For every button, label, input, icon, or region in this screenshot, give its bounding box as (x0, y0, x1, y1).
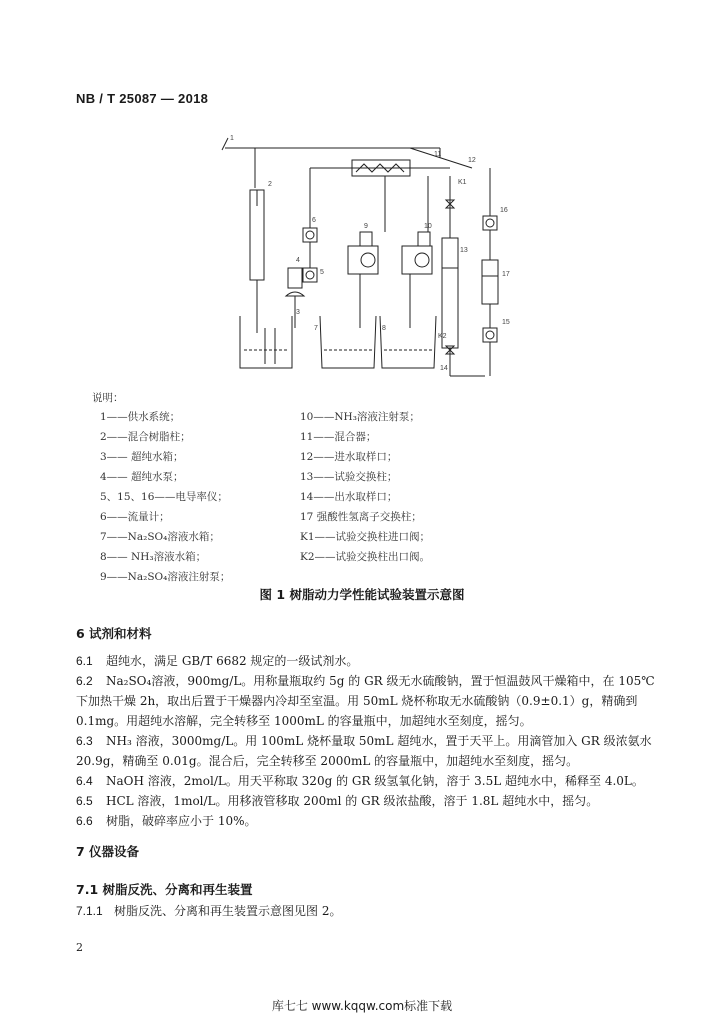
diagram-label-17: 17 (502, 271, 510, 278)
diagram-label-16: 16 (500, 207, 508, 214)
diagram-label-8: 8 (382, 325, 386, 332)
legend-item: 5、15、16——电导率仪； (100, 491, 228, 503)
diagram-label-13: 13 (460, 247, 468, 254)
item-7-1-1 (76, 901, 341, 921)
item-number: 7.1.1 (76, 904, 103, 918)
legend-item: 10——NH₃溶液注射泵； (300, 411, 420, 423)
legend-item: 7——Na₂SO₄溶液水箱； (100, 531, 220, 543)
item-text: NH₃ 溶液，3000mg/L。用 100mL 烧杯量取 50mL 超纯水，置于天平上。用滴管加入 GR 级浓氨水 (106, 734, 652, 748)
figure-caption: 图 1 树脂动力学性能试验装置示意图 (259, 587, 465, 602)
section-6-heading: 6 试剂和材料 (76, 626, 152, 641)
diagram-label-3: 3 (296, 309, 300, 316)
legend-item: 14——出水取样口； (300, 491, 398, 503)
ultrapure-pump (288, 268, 302, 288)
item-number: 6.3 (76, 734, 93, 748)
diagram-label-5: 5 (320, 269, 324, 276)
item-number: 6.4 (76, 774, 93, 788)
item-line (76, 731, 656, 751)
item-line (76, 771, 656, 791)
diagram-label-6: 6 (312, 217, 316, 224)
diagram-label-1: 1 (230, 135, 234, 142)
item-text: 树脂反洗、分离和再生装置示意图见图 2。 (114, 904, 342, 918)
item-line (76, 811, 656, 831)
legend-item: K1——试验交换柱进口阀； (300, 531, 431, 543)
legend-item: 9——Na₂SO₄溶液注射泵； (100, 571, 231, 583)
nh3-injection-pump (402, 246, 432, 274)
legend-item: 17 强酸性氢离子交换柱； (300, 511, 422, 523)
flowmeter (303, 228, 317, 242)
item-text: NaOH 溶液，2mol/L。用天平称取 320g 的 GR 级氢氧化钠，溶于 3.5L 超纯水中，稀释至 4.0L。 (106, 774, 644, 788)
conductivity-meter-5 (303, 268, 317, 282)
legend-item: 2——混合树脂柱； (100, 431, 191, 443)
legend-item: 13——试验交换柱； (300, 471, 398, 483)
standard-number: NB / T 25087 — 2018 (76, 91, 209, 106)
diagram-label-4: 4 (296, 257, 300, 264)
apparatus-diagram (210, 128, 530, 384)
item-line (76, 751, 656, 771)
item-line (76, 691, 656, 711)
nh3-tank (380, 316, 436, 368)
item-number: 6.2 (76, 674, 93, 688)
legend-item: 3—— 超纯水箱； (100, 451, 184, 463)
section-7-1-heading: 7.1 树脂反洗、分离和再生装置 (76, 882, 253, 897)
legend-title: 说明： (92, 392, 124, 404)
conductivity-meter-15 (483, 328, 497, 342)
item-text: 20.9g，精确至 0.01g。混合后，完全转移至 2000mL 的容量瓶中，加超纯水至刻度，摇匀。 (76, 754, 579, 768)
diagram-label-15: 15 (502, 319, 510, 326)
footer-watermark: 库七七 www.kqqw.com标准下载 (271, 999, 453, 1013)
diagram-label-k2: K2 (438, 333, 447, 340)
item-text: 超纯水，满足 GB/T 6682 规定的一级试剂水。 (106, 654, 359, 668)
item-number: 6.5 (76, 794, 93, 808)
item-text: 0.1mg。用超纯水溶解，完全转移至 1000mL 的容量瓶中，加超纯水至刻度，摇匀。 (76, 714, 532, 728)
diagram-label-12: 12 (468, 157, 476, 164)
diagram-label-2: 2 (268, 181, 272, 188)
item-text: Na₂SO₄溶液，900mg/L。用称量瓶取约 5g 的 GR 级无水硫酸钠，置于恒温鼓风干燥箱中，在 105℃ (106, 674, 655, 688)
legend-item: 12——进水取样口； (300, 451, 398, 463)
legend-item: 8—— NH₃溶液水箱； (100, 551, 207, 563)
diagram-label-k1: K1 (458, 179, 467, 186)
ultrapure-tank (240, 316, 292, 368)
legend-item: 4—— 超纯水泵； (100, 471, 184, 483)
item-line (76, 651, 656, 671)
item-text: 下加热干燥 2h，取出后置于干燥器内冷却至室温。用 50mL 烧杯称取无水硫酸钠（0.9±0.1）g，精确到 (76, 694, 638, 708)
test-exchange-column (442, 238, 458, 348)
legend-item: 6——流量计； (100, 511, 170, 523)
section-7-heading: 7 仪器设备 (76, 844, 140, 859)
diagram-label-10: 10 (424, 223, 432, 230)
item-text: HCL 溶液，1mol/L。用移液管移取 200ml 的 GR 级浓盐酸，溶于 1.8L 超纯水中，摇匀。 (106, 794, 599, 808)
diagram-label-11: 11 (434, 151, 442, 158)
legend-item: 11——混合器； (300, 431, 377, 443)
diagram-label-14: 14 (440, 365, 448, 372)
na2so4-tank (320, 316, 376, 368)
diagram-label-7: 7 (314, 325, 318, 332)
na2so4-injection-pump (348, 246, 378, 274)
item-number: 6.6 (76, 814, 93, 828)
item-line (76, 711, 656, 731)
legend-item: 1——供水系统； (100, 411, 181, 423)
conductivity-meter-16 (483, 216, 497, 230)
legend-item: K2——试验交换柱出口阀。 (300, 551, 431, 563)
section-6-body (76, 651, 656, 831)
strong-acid-column (482, 260, 498, 304)
item-line (76, 791, 656, 811)
item-line (76, 671, 656, 691)
page-number: 2 (76, 941, 83, 954)
item-text: 树脂，破碎率应小于 10%。 (106, 814, 257, 828)
item-number: 6.1 (76, 654, 93, 668)
diagram-label-9: 9 (364, 223, 368, 230)
